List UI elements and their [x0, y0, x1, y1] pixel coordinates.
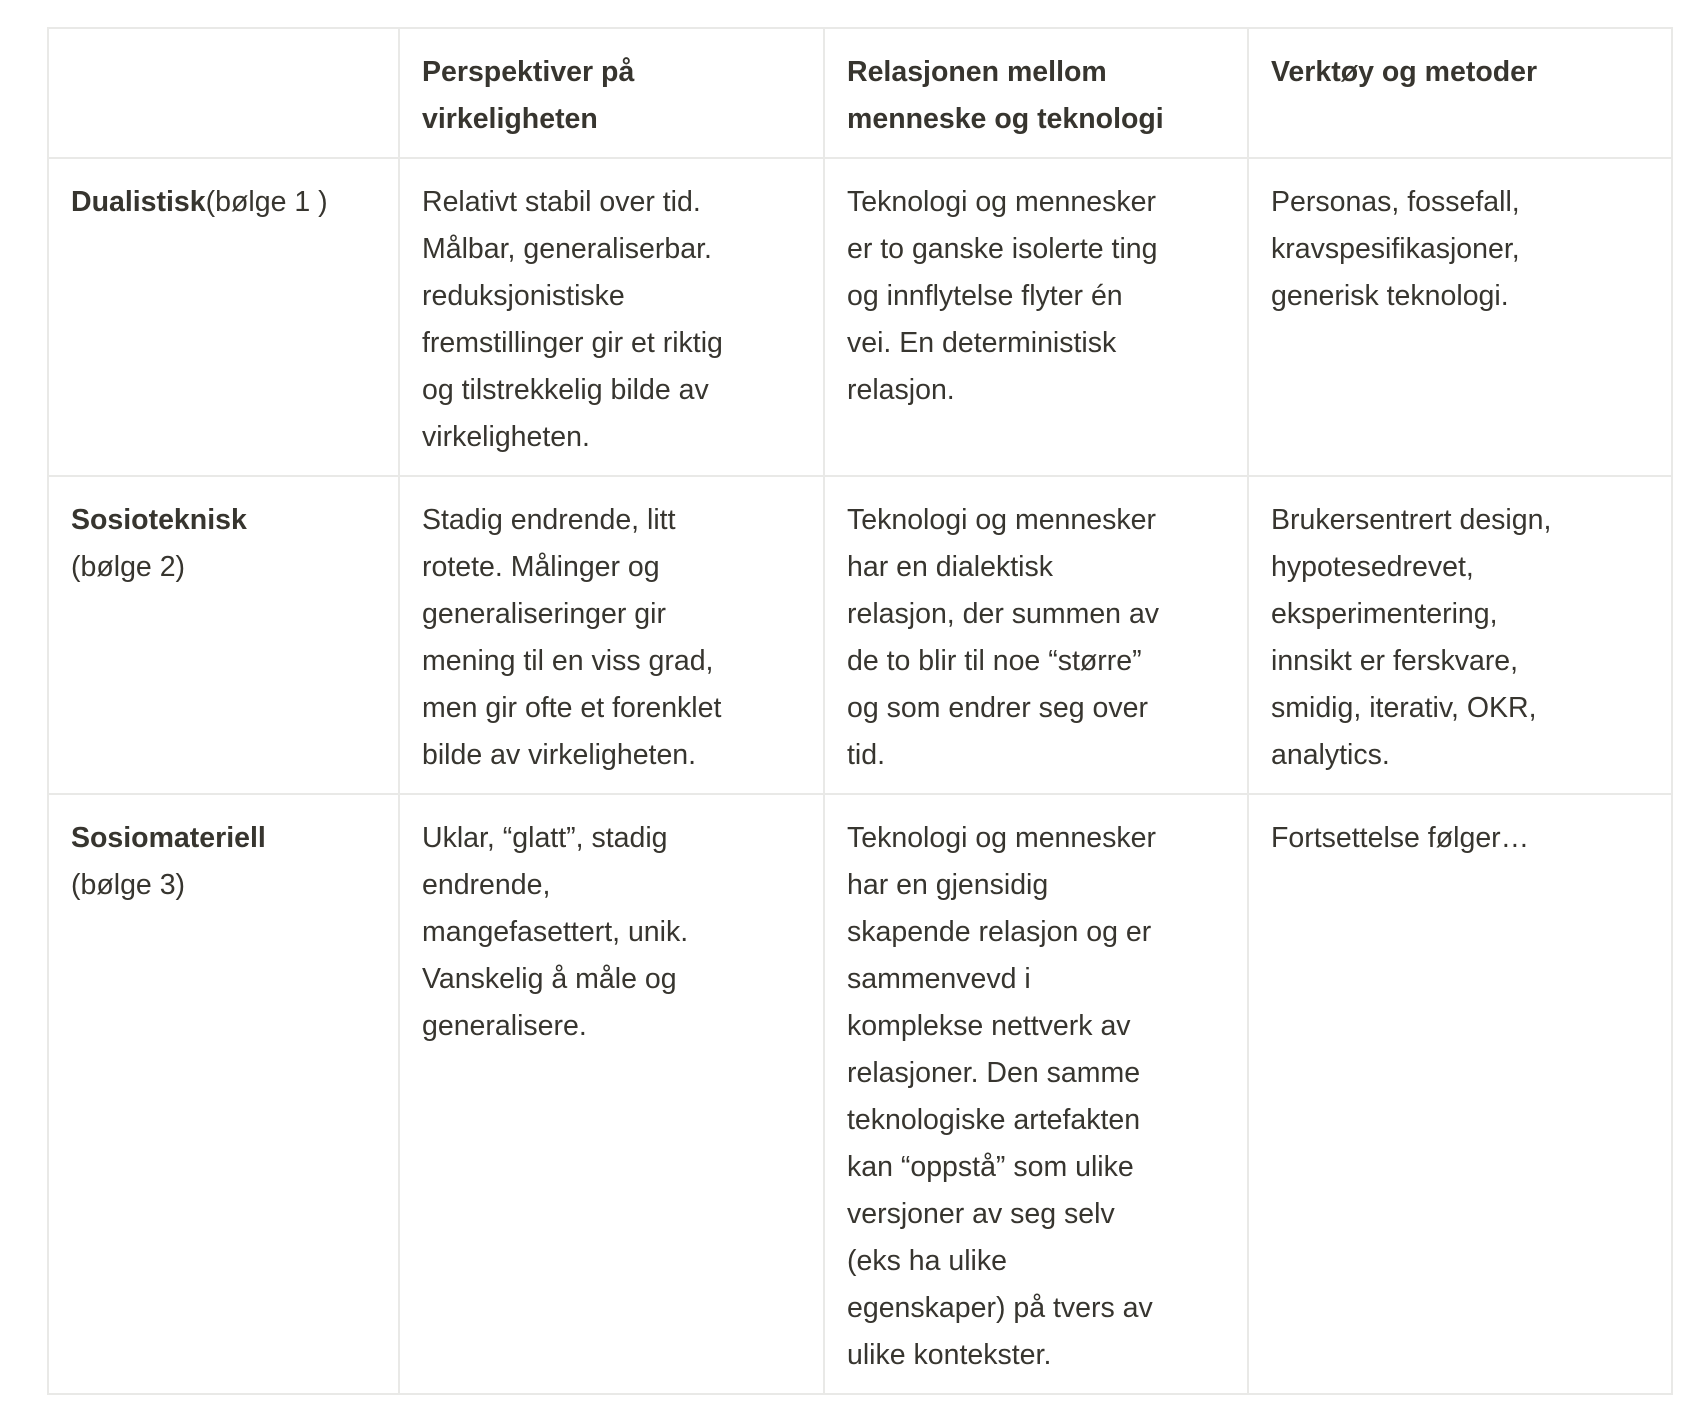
- text-line: og tilstrekkelig bilde av: [422, 374, 709, 406]
- header-tools: [1248, 28, 1672, 158]
- text-line: de to blir til noe “større”: [847, 645, 1142, 677]
- text-line: fremstillinger gir et riktig: [422, 327, 723, 359]
- cell-perspectives: [399, 476, 824, 794]
- table-row-sosioteknisk: [48, 476, 1672, 794]
- text-line: har en gjensidig: [847, 869, 1049, 901]
- cell-perspectives: [399, 794, 824, 1394]
- row-label-wave: (bølge 3): [71, 869, 186, 901]
- header-cell-empty: [48, 28, 399, 158]
- text-line: mangefasettert, unik.: [422, 916, 689, 948]
- text-line: Vanskelig å måle og: [422, 963, 677, 995]
- text-line: Fortsettelse følger…: [1271, 822, 1530, 854]
- text-line: analytics.: [1271, 739, 1390, 771]
- text-line: relasjon, der summen av: [847, 598, 1160, 630]
- text-line: Teknologi og mennesker: [847, 186, 1156, 218]
- row-label-wave: (bølge 2): [71, 551, 186, 583]
- row-label: [48, 794, 399, 1394]
- text-line: smidig, iterativ, OKR,: [1271, 692, 1537, 724]
- text-line: Brukersentrert design,: [1271, 504, 1552, 536]
- text-line: eksperimentering,: [1271, 598, 1498, 630]
- text-line: Perspektiver på: [422, 56, 635, 88]
- text-line: innsikt er ferskvare,: [1271, 645, 1519, 677]
- row-label: [48, 158, 399, 476]
- text-line: Målbar, generaliserbar.: [422, 233, 712, 265]
- header-relation: [824, 28, 1248, 158]
- text-line: og innflytelse flyter én: [847, 280, 1123, 312]
- text-line: Relativt stabil over tid.: [422, 186, 701, 218]
- row-label-bold: Dualistisk: [71, 186, 206, 218]
- table-row-dualistisk: [48, 158, 1672, 476]
- text-line: endrende,: [422, 869, 551, 901]
- cell-tools: [1248, 476, 1672, 794]
- text-line: kravspesifikasjoner,: [1271, 233, 1520, 265]
- cell-relation: [824, 158, 1248, 476]
- text-line: teknologiske artefakten: [847, 1104, 1141, 1136]
- comparison-table: [47, 27, 1673, 1395]
- header-perspectives: [399, 28, 824, 158]
- text-line: Verktøy og metoder: [1271, 56, 1538, 88]
- text-line: bilde av virkeligheten.: [422, 739, 697, 771]
- text-line: egenskaper) på tvers av: [847, 1292, 1153, 1324]
- text-line: ulike kontekster.: [847, 1339, 1052, 1371]
- text-line: komplekse nettverk av: [847, 1010, 1131, 1042]
- cell-relation: [824, 794, 1248, 1394]
- text-line: rotete. Målinger og: [422, 551, 660, 583]
- text-line: relasjoner. Den samme: [847, 1057, 1141, 1089]
- row-label-wave: (bølge 1 ): [205, 186, 328, 218]
- text-line: generalisere.: [422, 1010, 587, 1042]
- text-line: har en dialektisk: [847, 551, 1053, 583]
- text-line: virkeligheten.: [422, 421, 590, 453]
- text-line: Relasjonen mellom: [847, 56, 1107, 88]
- table-row-sosiomateriell: [48, 794, 1672, 1394]
- cell-tools: [1248, 158, 1672, 476]
- row-label: [48, 476, 399, 794]
- text-line: Uklar, “glatt”, stadig: [422, 822, 668, 854]
- text-line: Stadig endrende, litt: [422, 504, 676, 536]
- text-line: skapende relasjon og er: [847, 916, 1152, 948]
- row-label-bold: Sosioteknisk: [71, 504, 247, 536]
- text-line: mening til en viss grad,: [422, 645, 714, 677]
- text-line: tid.: [847, 739, 886, 771]
- text-line: generaliseringer gir: [422, 598, 666, 630]
- text-line: vei. En deterministisk: [847, 327, 1117, 359]
- text-line: og som endrer seg over: [847, 692, 1148, 724]
- text-line: menneske og teknologi: [847, 103, 1164, 135]
- row-label-bold: Sosiomateriell: [71, 822, 266, 854]
- text-line: kan “oppstå” som ulike: [847, 1151, 1134, 1183]
- text-line: sammenvevd i: [847, 963, 1031, 995]
- text-line: virkeligheten: [422, 103, 598, 135]
- cell-perspectives: [399, 158, 824, 476]
- cell-tools: [1248, 794, 1672, 1394]
- text-line: reduksjonistiske: [422, 280, 625, 312]
- text-line: Teknologi og mennesker: [847, 504, 1156, 536]
- text-line: men gir ofte et forenklet: [422, 692, 722, 724]
- text-line: hypotesedrevet,: [1271, 551, 1474, 583]
- text-line: Teknologi og mennesker: [847, 822, 1156, 854]
- cell-relation: [824, 476, 1248, 794]
- header-row: [48, 28, 1672, 158]
- text-line: Personas, fossefall,: [1271, 186, 1520, 218]
- text-line: (eks ha ulike: [847, 1245, 1007, 1277]
- text-line: relasjon.: [847, 374, 955, 406]
- text-line: versjoner av seg selv: [847, 1198, 1115, 1230]
- text-line: generisk teknologi.: [1271, 280, 1509, 312]
- text-line: er to ganske isolerte ting: [847, 233, 1158, 265]
